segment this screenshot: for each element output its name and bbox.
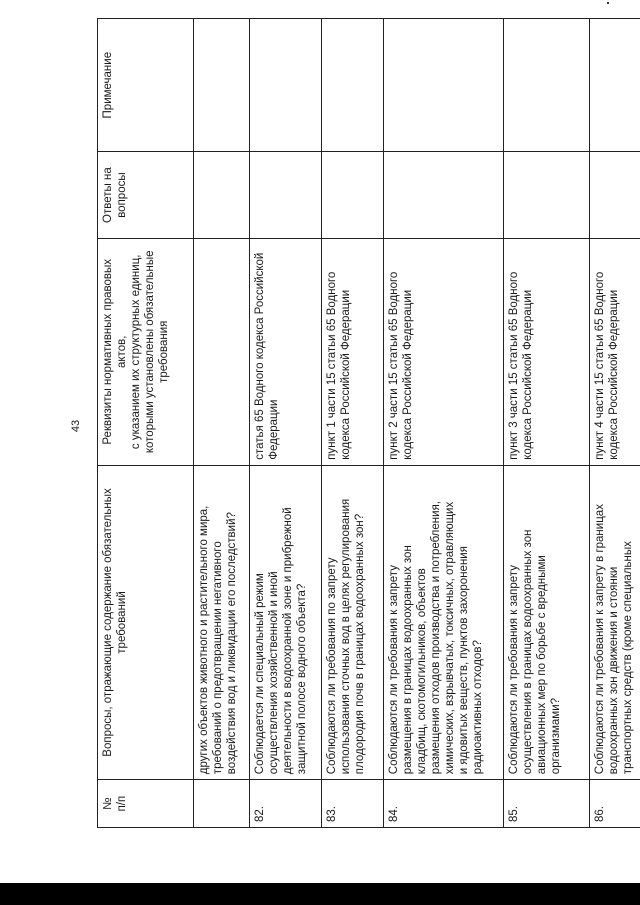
question-line: авиационных мер по борьбе с вредными xyxy=(536,555,548,775)
question-line: деятельности в водоохранной зоне и прибрежной xyxy=(282,507,294,775)
question-line: Соблюдаются ли требования к запрету xyxy=(388,565,400,775)
row-number: 82. xyxy=(250,780,322,828)
question-line: осуществления в границах водоохранных зон xyxy=(522,529,534,775)
row-note xyxy=(322,19,384,152)
reference-line: кодекса Российской Федерации xyxy=(402,289,414,460)
question-line: Соблюдаются ли требования к запрету xyxy=(508,565,520,775)
table-header-row xyxy=(98,19,194,828)
row-question xyxy=(322,465,384,779)
row-question xyxy=(504,465,590,779)
question-line: плодородия почв в границах водоохранных зон? xyxy=(354,513,366,775)
row-answer xyxy=(194,152,250,238)
table-row xyxy=(322,19,384,828)
row-question xyxy=(194,465,250,779)
row-note xyxy=(194,19,250,152)
reference-line: пункт 3 части 15 статьи 65 Водного xyxy=(508,271,520,460)
header-line: которыми установлены обязательные xyxy=(144,250,156,454)
header-line: Примечание xyxy=(102,51,114,119)
reference-line: Федерации xyxy=(268,399,280,460)
row-question xyxy=(590,465,640,779)
row-number xyxy=(194,780,250,828)
row-number: 84. xyxy=(384,780,504,828)
question-line: водоохранных зон движения и стоянки xyxy=(608,566,620,775)
reference-line: кодекса Российской Федерации xyxy=(608,289,620,460)
scan-artifact xyxy=(607,2,609,4)
header-line: Вопросы, отражающие содержание обязательных xyxy=(102,488,114,757)
reference-line: кодекса Российской Федерации xyxy=(522,289,534,460)
row-answer xyxy=(504,152,590,238)
table-row xyxy=(504,19,590,828)
header-line: с указанием их структурных единиц, xyxy=(130,254,142,450)
row-question xyxy=(384,465,504,779)
row-answer xyxy=(590,152,640,238)
row-note xyxy=(384,19,504,152)
question-line: размещения отходов производства и потребления, xyxy=(430,501,442,775)
header-line: № xyxy=(102,797,114,810)
question-line: Соблюдается ли специальный режим xyxy=(254,573,266,775)
row-note xyxy=(590,19,640,152)
row-answer xyxy=(384,152,504,238)
question-line: осуществления хозяйственной и иной xyxy=(268,571,280,775)
row-note xyxy=(250,19,322,152)
header-line: п/п xyxy=(116,795,128,812)
row-answer xyxy=(322,152,384,238)
row-note xyxy=(504,19,590,152)
question-line: кладбищ, скотомогильников, объектов xyxy=(416,568,428,775)
header-line: Реквизиты нормативных правовых актов, xyxy=(102,258,128,445)
reference-line: пункт 4 части 15 статьи 65 Водного xyxy=(594,271,606,460)
question-line: требований о предотвращении негативного xyxy=(212,541,224,775)
requirements-table xyxy=(97,18,640,828)
reference-line: статья 65 Водного кодекса Российской xyxy=(254,252,266,460)
question-line: защитной полосе водного объекта? xyxy=(296,583,308,775)
row-question xyxy=(250,465,322,779)
question-line: и ядовитых веществ, пунктов захоронения xyxy=(458,546,470,775)
question-line: транспортных средств (кроме специальных xyxy=(622,541,634,775)
header-question xyxy=(98,465,194,779)
header-line: вопросы xyxy=(116,172,128,218)
question-line: Соблюдаются ли требования к запрету в границах xyxy=(594,504,606,775)
question-line: использования сточных вод в целях регулирования xyxy=(340,498,352,775)
header-line: Ответы на xyxy=(102,167,114,223)
row-reference xyxy=(590,238,640,465)
table-row xyxy=(590,19,640,828)
question-line: воздействия вод и ликвидации его последствий? xyxy=(226,512,238,775)
table-row xyxy=(384,19,504,828)
scan-bottom-border xyxy=(0,883,640,905)
row-reference xyxy=(322,238,384,465)
reference-line: пункт 2 части 15 статьи 65 Водного xyxy=(388,271,400,460)
question-line: организмами? xyxy=(550,697,562,775)
page-number: 43 xyxy=(70,419,83,433)
rotated-table-container xyxy=(97,18,634,828)
table-row xyxy=(194,19,250,828)
header-answers xyxy=(98,152,194,238)
reference-line: пункт 1 части 15 статьи 65 Водного xyxy=(326,271,338,460)
table-row xyxy=(250,19,322,828)
row-number: 86. xyxy=(590,780,640,828)
question-line: размещения в границах водоохранных зон xyxy=(402,545,414,775)
question-line: других объектов животного и растительного мира, xyxy=(198,505,210,775)
reference-line: кодекса Российской Федерации xyxy=(340,289,352,460)
row-reference xyxy=(250,238,322,465)
row-reference xyxy=(384,238,504,465)
row-number: 83. xyxy=(322,780,384,828)
row-reference xyxy=(504,238,590,465)
header-number xyxy=(98,780,194,828)
table-body xyxy=(194,19,640,828)
header-reference xyxy=(98,238,194,465)
header-line: требования xyxy=(158,320,170,383)
question-line: Соблюдаются ли требования по запрету xyxy=(326,557,338,775)
question-line: радиоактивных отходов? xyxy=(472,640,484,775)
header-note xyxy=(98,19,194,152)
row-reference xyxy=(194,238,250,465)
row-answer xyxy=(250,152,322,238)
row-number: 85. xyxy=(504,780,590,828)
question-line: химических, взрывчатых, токсичных, отравляющих xyxy=(444,501,456,775)
header-line: требований xyxy=(116,591,128,654)
